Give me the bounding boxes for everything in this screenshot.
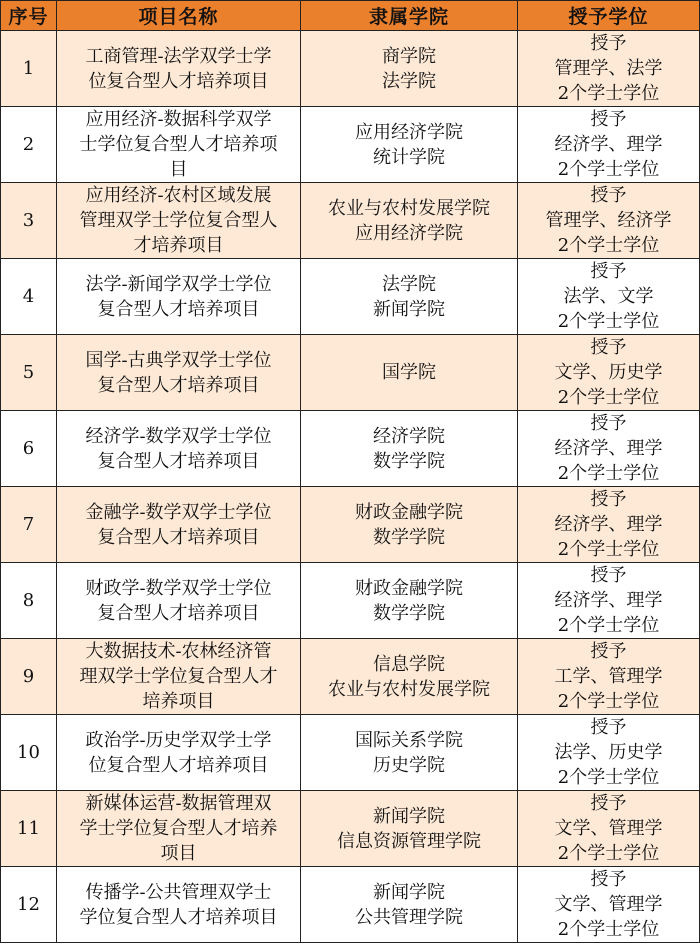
row-index: 3	[1, 183, 57, 259]
college	[301, 31, 518, 107]
degree	[518, 411, 700, 487]
row-index: 12	[1, 867, 57, 943]
degree-line: 授予	[590, 869, 627, 890]
program-name-line: 项目	[160, 843, 197, 864]
program-name-line: 应用经济-数据科学双学	[85, 109, 272, 130]
degree	[518, 31, 700, 107]
row-index: 8	[1, 563, 57, 639]
program-name-line: 应用经济-农村区域发展	[85, 185, 272, 206]
program-name-line: 士学位复合型人才培养项	[79, 134, 278, 155]
program-name-line: 理双学士学位复合型人才	[79, 666, 278, 687]
degree	[518, 563, 700, 639]
program-name-line: 财政学-数学双学士学位	[85, 577, 272, 599]
program-name-line: 才培养项目	[133, 235, 224, 256]
header-index: 序号	[1, 1, 57, 31]
college-line: 商学院	[382, 45, 436, 67]
program-name-line: 学位复合型人才培养项目	[79, 906, 278, 928]
degree-line: 授予	[590, 261, 627, 282]
program-name	[57, 715, 301, 791]
college-line: 公共管理学院	[355, 906, 463, 928]
degree-line: 2个学士学位	[557, 235, 660, 256]
degree	[518, 259, 700, 335]
row-index: 7	[1, 487, 57, 563]
college-line: 国学院	[382, 362, 436, 383]
row-index: 5	[1, 335, 57, 411]
program-name	[57, 31, 301, 107]
degree-line: 授予	[590, 413, 627, 434]
degree	[518, 335, 700, 411]
degree-line: 2个学士学位	[557, 311, 660, 332]
degree-line: 经济学、理学	[554, 438, 663, 459]
row-index: 2	[1, 107, 57, 183]
program-name-line: 新媒体运营-数据管理双	[85, 793, 272, 814]
program-name	[57, 791, 301, 867]
degree-line: 授予	[590, 641, 627, 662]
college-line: 新闻学院	[373, 805, 445, 827]
degree-line: 2个学士学位	[557, 615, 660, 636]
program-name-line: 位复合型人才培养项目	[88, 754, 269, 776]
college-line: 新闻学院	[373, 298, 445, 320]
table-row	[1, 335, 700, 411]
degree-line: 经济学、理学	[554, 590, 663, 611]
college	[301, 791, 518, 867]
program-name-line: 复合型人才培养项目	[97, 374, 260, 396]
degree	[518, 791, 700, 867]
table-row	[1, 411, 700, 487]
program-name-line: 培养项目	[142, 691, 215, 712]
degree-line: 授予	[590, 489, 627, 510]
degree-line: 2个学士学位	[557, 767, 660, 788]
table-body	[1, 31, 700, 943]
college-line: 统计学院	[373, 146, 445, 168]
degree	[518, 183, 700, 259]
college-line: 数学学院	[373, 450, 445, 472]
college-line: 数学学院	[373, 602, 445, 624]
college-line: 数学学院	[373, 526, 445, 548]
college	[301, 259, 518, 335]
table-row	[1, 867, 700, 943]
degree-line: 文学、管理学	[554, 894, 663, 915]
college-line: 法学院	[382, 273, 436, 295]
college-line: 历史学院	[373, 754, 445, 776]
program-name-line: 复合型人才培养项目	[97, 450, 260, 472]
degree-line: 2个学士学位	[557, 387, 660, 408]
degree-line: 2个学士学位	[557, 159, 660, 180]
degree-line: 2个学士学位	[557, 843, 660, 864]
row-index: 10	[1, 715, 57, 791]
college-line: 应用经济学院	[355, 121, 463, 143]
degree-line: 授予	[590, 717, 627, 738]
program-name-line: 学士学位复合型人才培养	[79, 818, 278, 839]
table-row	[1, 791, 700, 867]
degree-line: 授予	[590, 793, 627, 814]
table-row	[1, 31, 700, 107]
program-name-line: 金融学-数学双学士学位	[85, 501, 272, 523]
college-line: 信息学院	[373, 653, 445, 675]
degree-line: 管理学、经济学	[545, 210, 672, 231]
program-name	[57, 639, 301, 715]
row-index: 1	[1, 31, 57, 107]
row-index: 9	[1, 639, 57, 715]
program-name	[57, 563, 301, 639]
degree-line: 经济学、理学	[554, 514, 663, 535]
college	[301, 867, 518, 943]
row-index: 11	[1, 791, 57, 867]
degree-line: 经济学、理学	[554, 134, 663, 155]
program-name-line: 工商管理-法学双学士学	[85, 45, 272, 67]
degree-line: 授予	[590, 565, 627, 586]
program-name-line: 目	[169, 159, 188, 180]
table-row	[1, 183, 700, 259]
college	[301, 487, 518, 563]
degree	[518, 715, 700, 791]
college	[301, 335, 518, 411]
table-row	[1, 639, 700, 715]
program-name-line: 国学-古典学双学士学位	[85, 349, 272, 371]
degree-line: 2个学士学位	[557, 83, 660, 104]
degree-line: 法学、文学	[563, 286, 654, 307]
college	[301, 563, 518, 639]
header-row	[1, 1, 700, 31]
program-name	[57, 183, 301, 259]
college-line: 农业与农村发展学院	[328, 197, 490, 219]
college-line: 财政金融学院	[355, 577, 463, 599]
degree	[518, 639, 700, 715]
program-name	[57, 107, 301, 183]
header-degree: 授予学位	[518, 1, 700, 31]
table-row	[1, 107, 700, 183]
program-name-line: 复合型人才培养项目	[97, 526, 260, 548]
program-name	[57, 487, 301, 563]
table-row	[1, 487, 700, 563]
college-line: 信息资源管理学院	[337, 830, 481, 852]
degree-line: 文学、历史学	[554, 362, 663, 383]
program-name-line: 复合型人才培养项目	[97, 298, 260, 320]
college-line: 应用经济学院	[355, 222, 463, 244]
college	[301, 107, 518, 183]
header-program-name: 项目名称	[57, 1, 301, 31]
degree-line: 2个学士学位	[557, 539, 660, 560]
table-row	[1, 563, 700, 639]
degree-line: 法学、历史学	[554, 742, 663, 763]
program-name	[57, 867, 301, 943]
degree-line: 管理学、法学	[554, 58, 663, 79]
degree-line: 文学、管理学	[554, 818, 663, 839]
row-index: 6	[1, 411, 57, 487]
college	[301, 411, 518, 487]
degree	[518, 107, 700, 183]
college	[301, 183, 518, 259]
program-name	[57, 335, 301, 411]
college-line: 法学院	[382, 70, 436, 92]
degree	[518, 487, 700, 563]
degree	[518, 867, 700, 943]
row-index: 4	[1, 259, 57, 335]
program-name-line: 政治学-历史学双学士学	[85, 729, 272, 751]
program-name-line: 经济学-数学双学士学位	[85, 425, 272, 447]
college-line: 经济学院	[373, 425, 445, 447]
college	[301, 639, 518, 715]
program-name	[57, 411, 301, 487]
college-line: 农业与农村发展学院	[328, 678, 490, 700]
college	[301, 715, 518, 791]
degree-line: 授予	[590, 185, 627, 206]
degree-line: 授予	[590, 109, 627, 130]
degree-line: 2个学士学位	[557, 463, 660, 484]
degree-line: 工学、管理学	[554, 666, 663, 687]
degree-line: 授予	[590, 33, 627, 54]
degree-line: 授予	[590, 337, 627, 358]
program-name-line: 复合型人才培养项目	[97, 602, 260, 624]
table-row	[1, 715, 700, 791]
program-name	[57, 259, 301, 335]
program-name-line: 法学-新闻学双学士学位	[85, 273, 272, 295]
college-line: 新闻学院	[373, 881, 445, 903]
table-row	[1, 259, 700, 335]
program-name-line: 传播学-公共管理双学士	[85, 881, 272, 903]
program-name-line: 管理双学士学位复合型人	[79, 210, 278, 231]
program-name-line: 大数据技术-农林经济管	[85, 641, 272, 662]
degree-line: 2个学士学位	[557, 919, 660, 940]
program-name-line: 位复合型人才培养项目	[88, 70, 269, 92]
college-line: 国际关系学院	[355, 729, 463, 751]
degree-line: 2个学士学位	[557, 691, 660, 712]
college-line: 财政金融学院	[355, 501, 463, 523]
header-college: 隶属学院	[301, 1, 518, 31]
